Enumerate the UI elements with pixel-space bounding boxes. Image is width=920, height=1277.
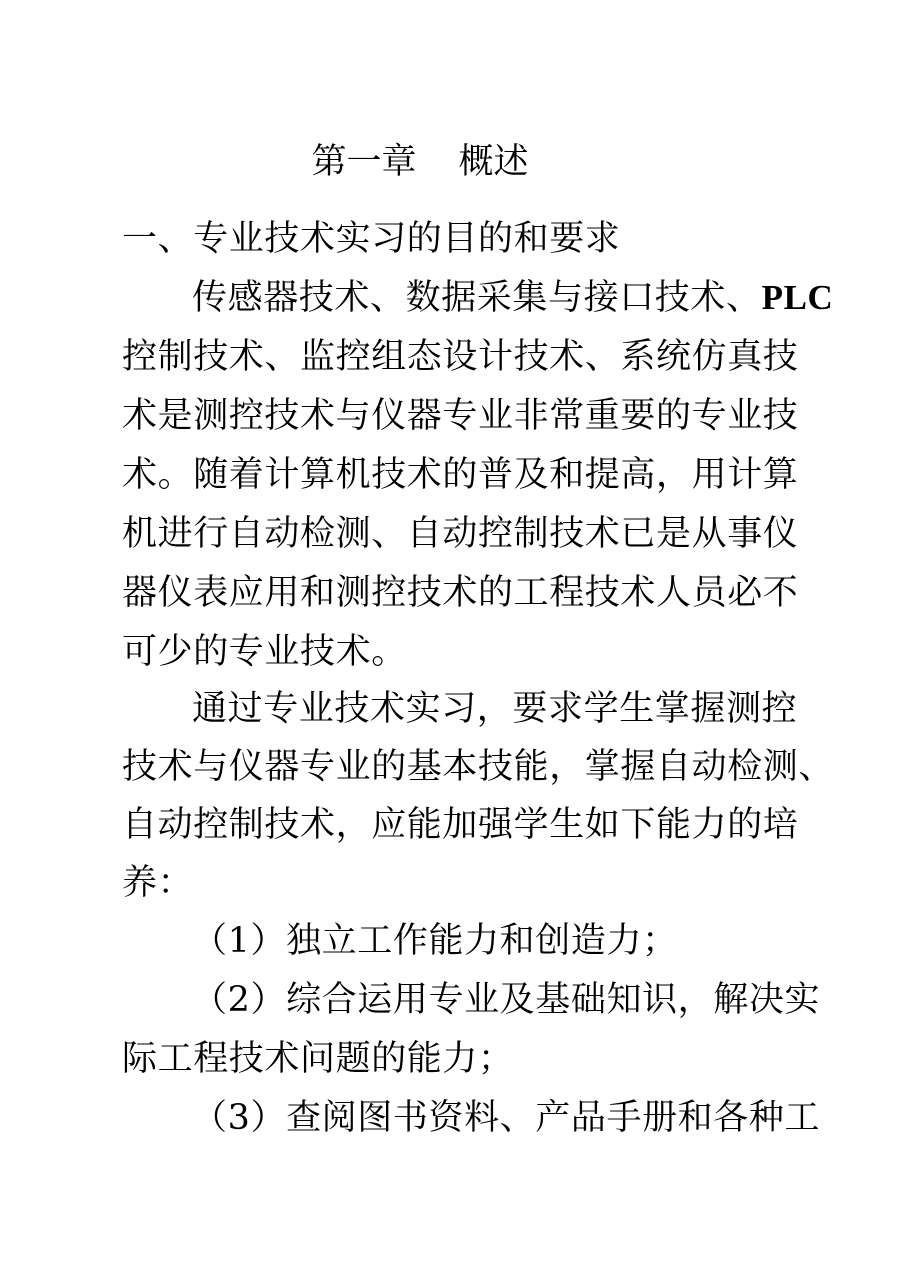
- paragraph-line: 技术与仪器专业的基本技能，掌握自动检测、: [122, 747, 835, 787]
- paragraph-line: 可少的专业技术。: [122, 632, 407, 672]
- chapter-number: 第一章: [311, 142, 417, 182]
- section-heading: 一、专业技术实习的目的和要求: [122, 219, 621, 259]
- paragraph-line: 自动控制技术，应能加强学生如下能力的培: [122, 805, 799, 845]
- list-item-continuation: 际工程技术问题的能力；: [122, 1039, 514, 1079]
- paragraph-line: 术是测控技术与仪器专业非常重要的专业技: [122, 396, 799, 436]
- paragraph-line: 器仪表应用和测控技术的工程技术人员必不: [122, 573, 799, 613]
- paragraph-line: 传感器技术、数据采集与接口技术、PLC: [192, 278, 834, 318]
- chapter-title: [0, 138, 840, 186]
- paragraph-line: 控制技术、监控组态设计技术、系统仿真技: [122, 337, 799, 377]
- list-item: （3）查阅图书资料、产品手册和各种工: [192, 1098, 821, 1138]
- paragraph-line: 机进行自动检测、自动控制技术已是从事仪: [122, 514, 799, 554]
- paragraph-line: 养：: [122, 863, 194, 903]
- paragraph-line: 术。随着计算机技术的普及和提高，用计算: [122, 455, 799, 495]
- inline-acronym: PLC: [761, 278, 834, 317]
- paragraph-line: 通过专业技术实习，要求学生掌握测控: [192, 689, 798, 729]
- chapter-name: 概述: [458, 142, 529, 182]
- list-item: （2）综合运用专业及基础知识，解决实: [192, 980, 821, 1020]
- list-item: （1）独立工作能力和创造力；: [192, 921, 678, 961]
